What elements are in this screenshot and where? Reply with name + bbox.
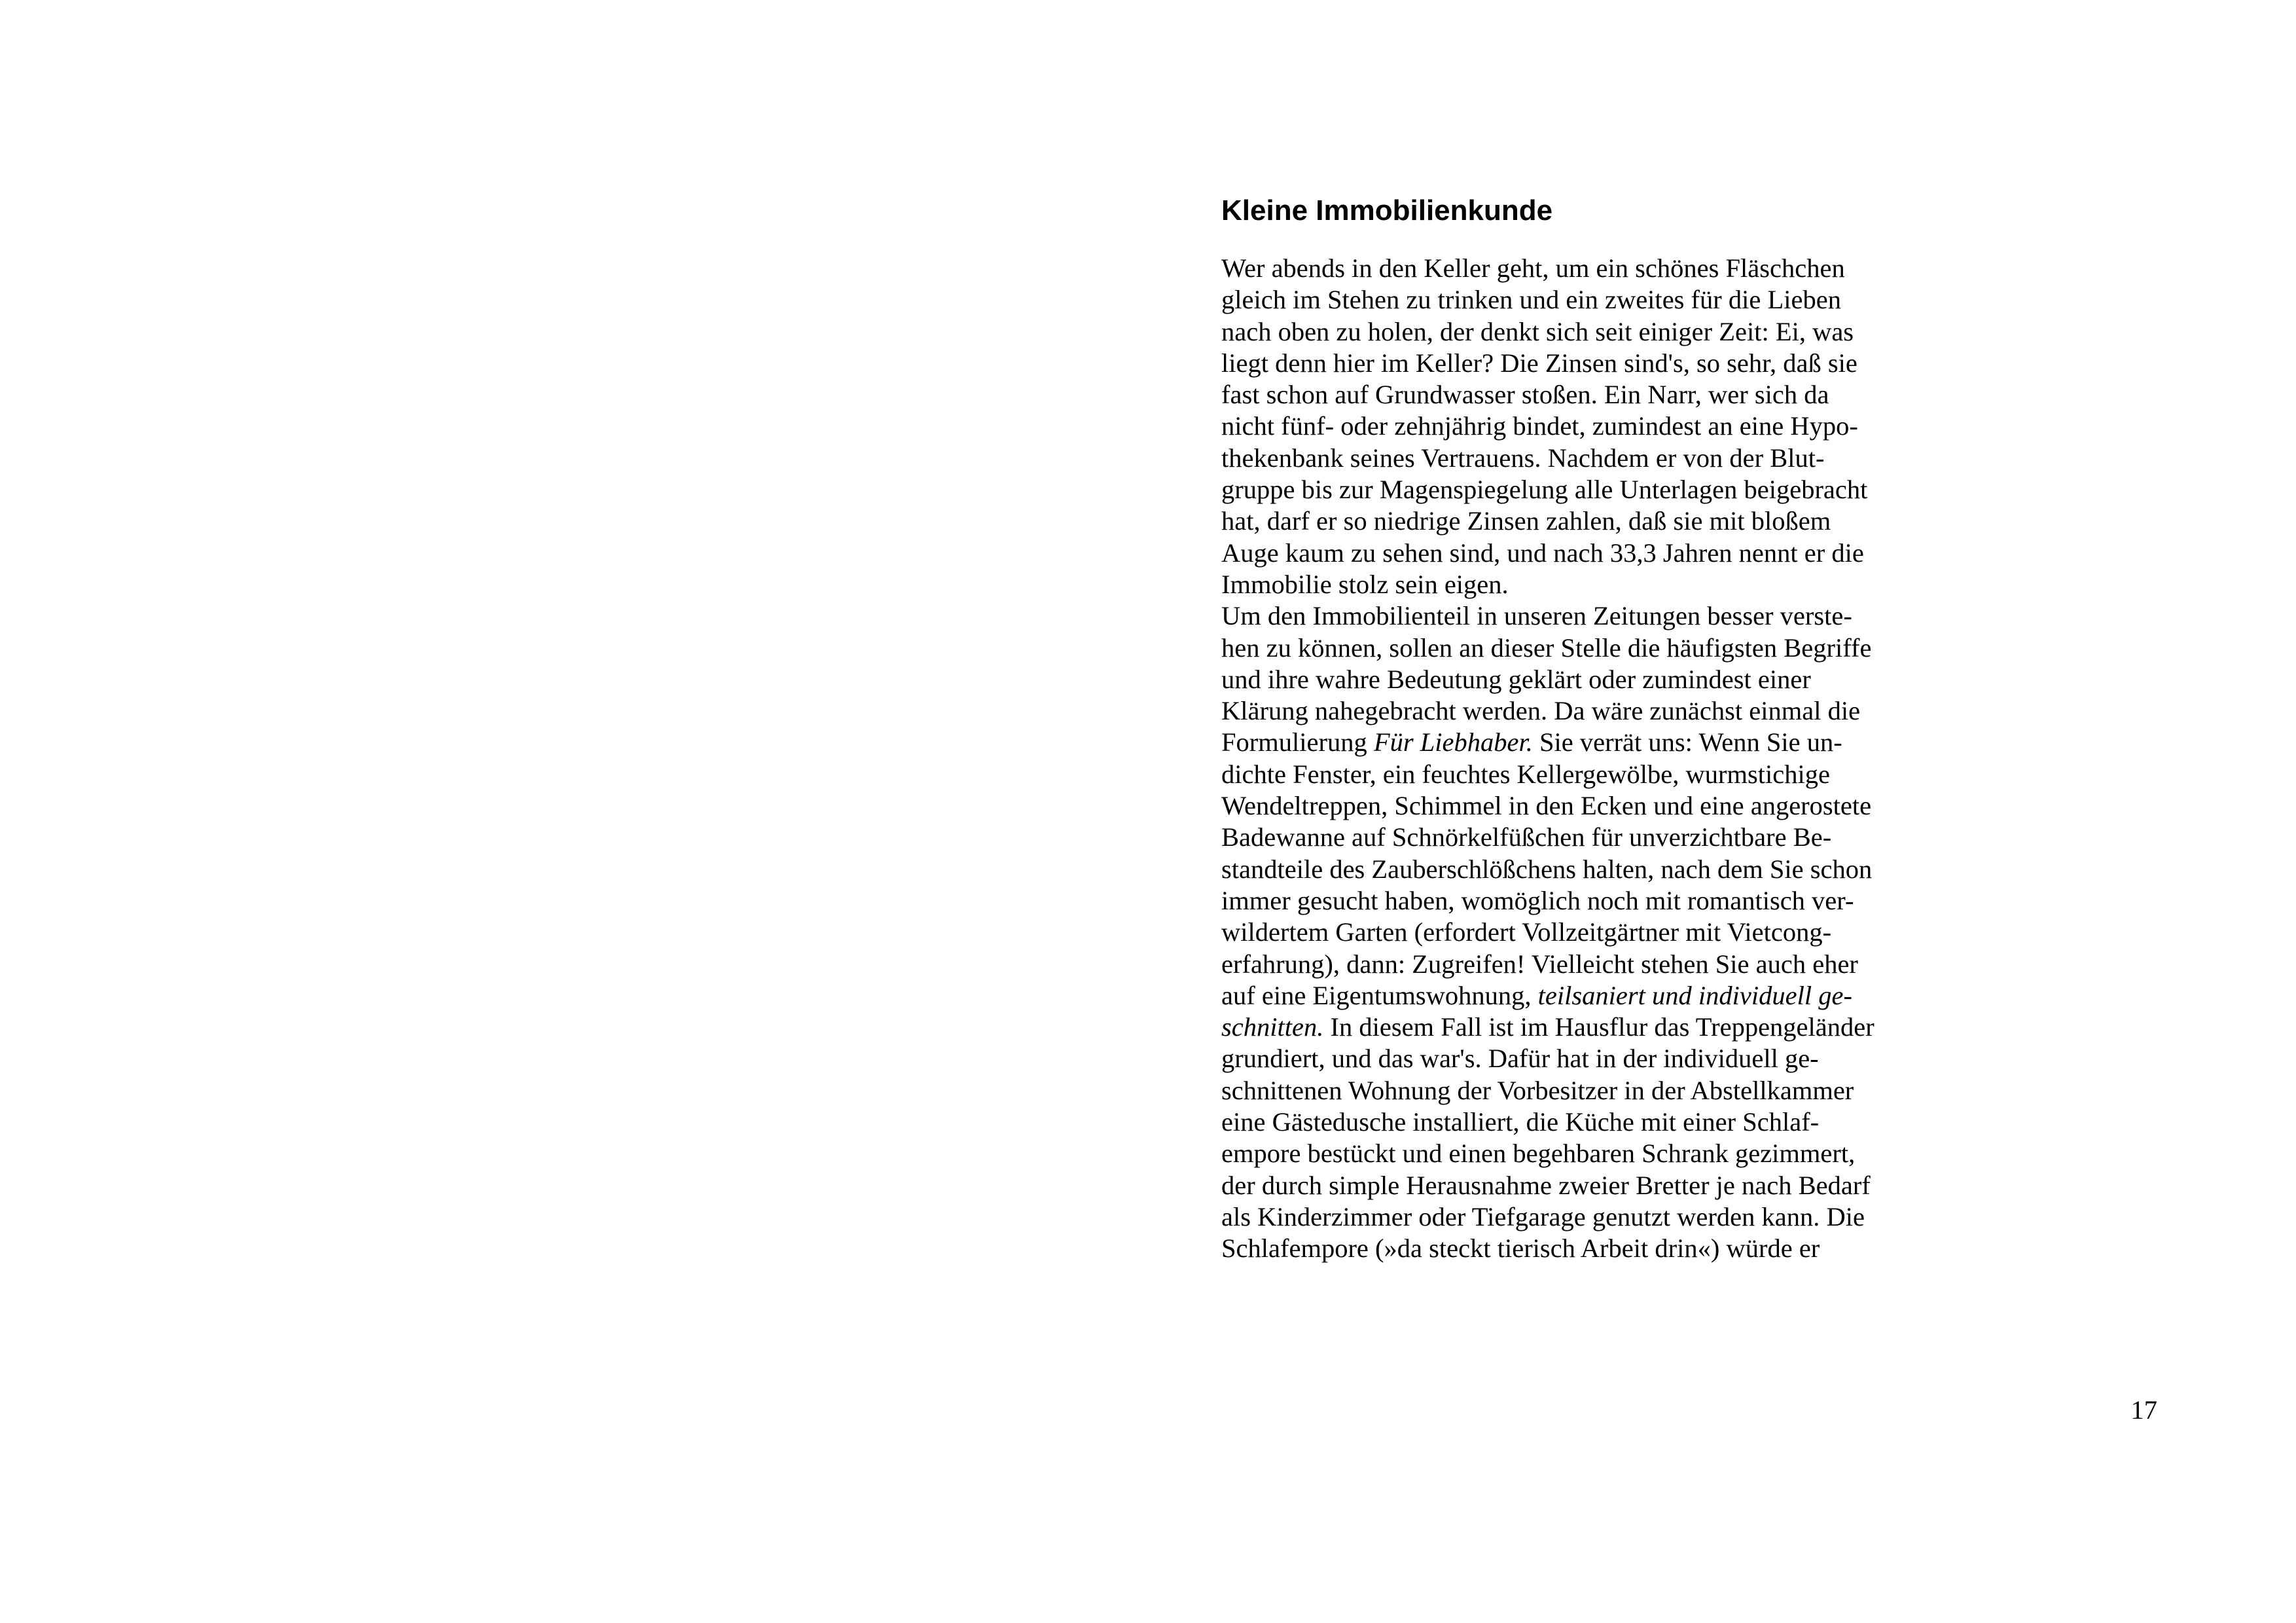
text-line [1221,695,1928,727]
text-line [1221,885,1928,917]
text-segment: standteile des Zauberschlößchens halten, nach dem Sie schon [1221,854,1873,884]
text-line [1221,1170,1928,1201]
italic-text: schnitten. [1221,1012,1324,1042]
text-segment: Schlafempore (»da steckt tierisch Arbeit drin«) würde er [1221,1233,1820,1264]
text-segment: als Kinderzimmer oder Tiefgarage genutzt werden kann. Die [1221,1201,1865,1231]
page-number: 17 [2130,1395,2157,1425]
text-segment: grundiert, und das war's. Dafür hat in der individuell ge- [1221,1044,1819,1074]
text-line [1221,664,1928,695]
text-line [1221,854,1928,885]
text-line [1221,727,1928,758]
text-segment: Wendeltreppen, Schimmel in den Ecken und eine angerostete [1221,791,1872,821]
text-segment: liegt denn hier im Keller? Die Zinsen sind's, so sehr, daß sie [1221,348,1857,378]
text-line [1221,1075,1928,1106]
text-line [1221,316,1928,348]
text-line [1221,759,1928,790]
text-line [1221,632,1928,664]
text-segment: nicht fünf- oder zehnjährig bindet, zumindest an eine Hypo- [1221,411,1858,441]
text-segment: dichte Fenster, ein feuchtes Kellergewölbe, wurmstichige [1221,759,1830,789]
text-segment: Sie verrät uns: Wenn Sie un- [1532,727,1842,757]
text-line [1221,1043,1928,1074]
text-line [1221,917,1928,948]
text-segment: schnittenen Wohnung der Vorbesitzer in der Abstellkammer [1221,1075,1854,1105]
text-segment: Wer abends in den Keller geht, um ein schönes Fläschchen [1221,253,1845,283]
text-segment: nach oben zu holen, der denkt sich seit einiger Zeit: Ei, was [1221,316,1854,346]
text-segment: immer gesucht haben, womöglich noch mit romantisch ver- [1221,885,1854,915]
text-line [1221,1201,1928,1233]
text-segment: Um den Immobilienteil in unseren Zeitungen besser verste- [1221,601,1852,631]
text-line [1221,284,1928,316]
text-segment: thekenbank seines Vertrauens. Nachdem er von der Blut- [1221,443,1825,473]
text-line [1221,505,1928,537]
text-line [1221,253,1928,284]
text-line [1221,1138,1928,1169]
text-line [1221,538,1928,569]
text-segment: Immobilie stolz sein eigen. [1221,569,1509,599]
text-segment: hat, darf er so niedrige Zinsen zahlen, daß sie mit bloßem [1221,506,1831,536]
text-segment: wildertem Garten (erfordert Vollzeitgärtner mit Vietcong- [1221,917,1832,947]
text-line [1221,443,1928,474]
text-segment: gruppe bis zur Magenspiegelung alle Unterlagen beigebracht [1221,475,1868,505]
text-line [1221,600,1928,632]
text-segment: und ihre wahre Bedeutung geklärt oder zumindest einer [1221,664,1811,694]
body-text [1221,253,1928,1265]
text-segment: hen zu können, sollen an dieser Stelle die häufigsten Begriffe [1221,632,1872,663]
text-segment: eine Gästedusche installiert, die Küche mit einer Schlaf- [1221,1107,1820,1137]
text-line [1221,379,1928,410]
text-segment: Auge kaum zu sehen sind, und nach 33,3 Jahren nennt er die [1221,538,1864,568]
text-segment: Formulierung [1221,727,1374,757]
text-segment: empore bestückt und einen begehbaren Schrank gezimmert, [1221,1139,1856,1169]
text-line [1221,1106,1928,1138]
text-segment: gleich im Stehen zu trinken und ein zweites für die Lieben [1221,285,1841,315]
text-line [1221,822,1928,853]
text-line [1221,569,1928,600]
text-segment: Badewanne auf Schnörkelfüßchen für unverzichtbare Be- [1221,822,1832,852]
text-line [1221,348,1928,379]
text-line [1221,949,1928,980]
text-segment: erfahrung), dann: Zugreifen! Vielleicht stehen Sie auch eher [1221,949,1858,979]
text-line [1221,1233,1928,1264]
text-column [1221,191,1928,1265]
text-segment: auf eine Eigentumswohnung, [1221,980,1538,1010]
text-segment: fast schon auf Grundwasser stoßen. Ein Narr, wer sich da [1221,380,1829,410]
text-segment: Klärung nahegebracht werden. Da wäre zunächst einmal die [1221,696,1861,726]
italic-text: Für Liebhaber. [1373,727,1533,757]
text-line [1221,790,1928,822]
section-heading: Kleine Immobilienkunde [1221,194,1553,227]
text-line [1221,1012,1928,1043]
text-segment: In diesem Fall ist im Hausflur das Treppengeländer [1323,1012,1874,1042]
text-line [1221,474,1928,505]
text-line [1221,980,1928,1012]
italic-text: teilsaniert und individuell ge- [1537,980,1852,1010]
text-line [1221,410,1928,442]
text-segment: der durch simple Herausnahme zweier Bretter je nach Bedarf [1221,1170,1871,1200]
